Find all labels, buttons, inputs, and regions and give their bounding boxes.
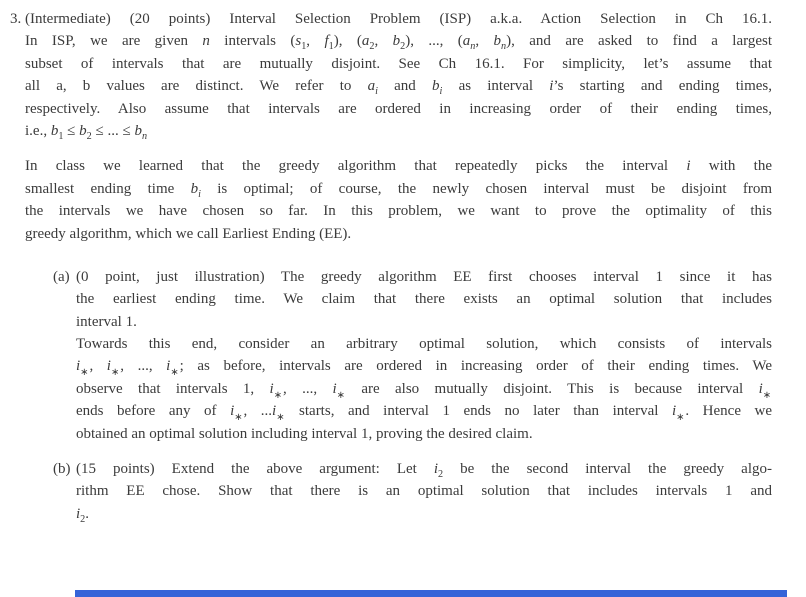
text-line: i.e., $b_1 \le b_2$ ≤ ... ≤ $b_n$	[25, 122, 148, 142]
part-b	[53, 458, 772, 525]
text-line: (0 point, just illustration) The greedy algorithm EE first chooses interval 1 since it has	[76, 268, 772, 285]
text-line: the intervals we have chosen so far. In this problem, we want to prove the optimality of this	[25, 203, 772, 220]
text-line: greedy algorithm, which we call Earliest Ending (EE).	[25, 225, 352, 242]
text-line: In class we learned that the greedy algorithm that repeatedly picks the interval i with the	[25, 158, 772, 175]
text-line: (15 points) Extend the above argument: Let $i_2$ be the second interval the greedy algo-	[76, 461, 772, 481]
text-line: (Intermediate) (20 points) Interval Selection Problem (ISP) a.k.a. Action Selection in Ch 16.1.	[25, 11, 772, 27]
text-line: respectively. Also assume that intervals are ordered in increasing order of their ending times,	[25, 100, 772, 117]
text-line: i ∗ , i ∗ , ..., i ∗ ; as before, intervals are ordered in increasing order of their ending times. We	[76, 358, 772, 378]
text-line: observe that intervals 1, i ∗ , ..., i ∗ are also mutually disjoint. This is because interval i ∗	[76, 380, 772, 401]
text-line: Towards this end, consider an arbitrary optimal solution, which consists of intervals	[76, 336, 772, 353]
text-line: obtained an optimal solution including interval 1, proving the desired claim.	[76, 425, 533, 442]
part-a	[53, 266, 772, 445]
text-line: all a, b values are distinct. We refer to $a_i$ and $b_i$ as interval i’s starting and ending times,	[25, 78, 772, 98]
part-a-marker: (a)	[53, 268, 70, 285]
part-b-marker: (b)	[53, 461, 71, 478]
bottom-scrollbar-thumb[interactable]	[75, 590, 787, 597]
text-line: smallest ending time $b_i$ is optimal; of course, the newly chosen interval must be disjoint from	[25, 180, 772, 200]
problem-item-3	[10, 0, 772, 142]
text-line: subset of intervals that are mutually disjoint. See Ch 16.1. For simplicity, let’s assume that	[25, 55, 772, 72]
text-line: rithm EE chose. Show that there is an optimal solution that includes intervals 1 and	[76, 483, 772, 500]
text-line: In ISP, we are given n intervals ($s_1$, $f_1$), ($a_2$, $b_2$), ..., ($a_n$, $b_n$), and are asked to find a largest	[25, 33, 772, 53]
text-line: ends before any of i ∗ , ...i ∗ starts, and interval 1 ends no later than interval i ∗ . Hence we	[76, 403, 772, 423]
item-number: 3.	[10, 11, 22, 27]
text-line: $i_2$.	[76, 505, 90, 525]
text-line: the earliest ending time. We claim that there exists an optimal solution that includes	[76, 291, 772, 308]
text-line: interval 1.	[76, 313, 137, 330]
intro-paragraph	[25, 155, 772, 245]
